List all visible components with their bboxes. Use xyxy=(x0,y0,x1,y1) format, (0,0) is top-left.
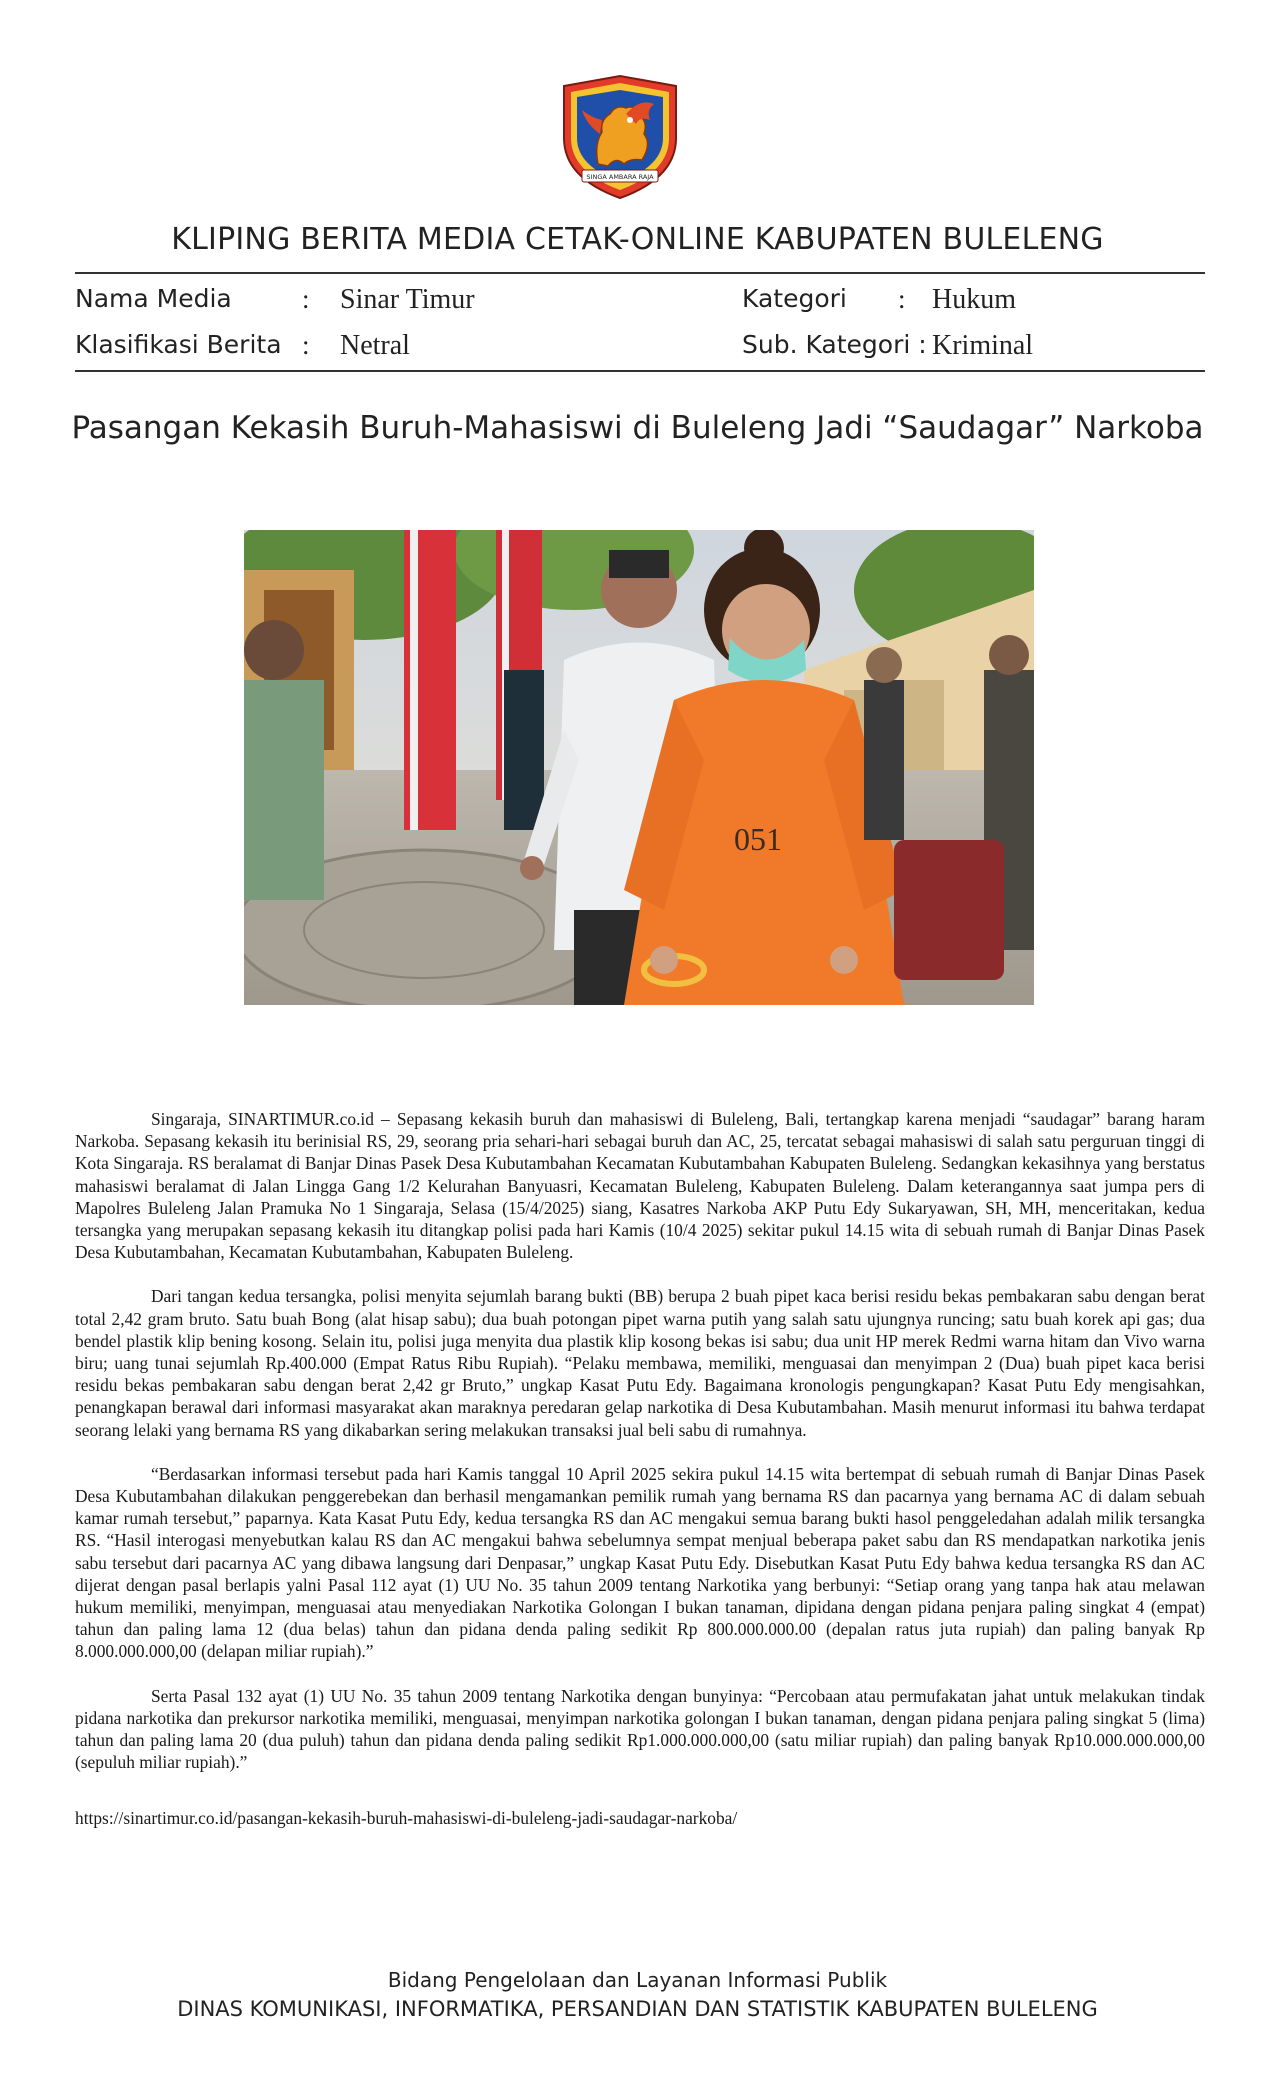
article-paragraph: Singaraja, SINARTIMUR.co.id – Sepasang kekasih buruh dan mahasiswi di Buleleng, Bali, tertangkap karena menjadi “saudagar” barang haram Narkoba. Sepasang kekasih itu berinisial RS, 29, seorang pria sehari-hari sebagai buruh dan AC, 25, tercatat sebagai mahasiswi di salah satu perguruan tinggi di Kota Singaraja. RS beralamat di Banjar Dinas Pasek Desa Kubutambahan Kecamatan Kubutambahan Kabupaten Buleleng. Sedangkan kekasihnya yang berstatus mahasiswi beralamat di Jalan Lingga Gang 1/2 Kelurahan Banyuasri, Kecamatan Buleleng, Kabupaten Buleleng. Dalam keterangannya saat jumpa pers di Mapolres Buleleng Jalan Pramuka No 1 Singaraja, Selasa (15/4/2025) siang, Kasatres Narkoba AKP Putu Edy Sukaryawan, SH, MH, menceritakan, kedua tersangka yang merupakan sepasang kekasih itu ditangkap polisi pada hari Kamis (10/4 2025) sekitar pukul 14.15 wita di sebuah rumah di Banjar Dinas Pasek Desa Kubutambahan, Kecamatan Kubutambahan, Kabupaten Buleleng. xyxy=(75,1109,1205,1263)
category-value: Hukum xyxy=(932,284,1016,315)
article-paragraph: “Berdasarkan informasi tersebut pada hari Kamis tanggal 10 April 2025 sekira pukul 14.15 wita bertempat di sebuah rumah di Banjar Dinas Pasek Desa Kubutambahan dilakukan penggerebekan dan berhasil mengamankan pemilik rumah yang bernama RS dan pacarnya yang bernama AC di dalam sebuah kamar rumah tersebut,” paparnya. Kata Kasat Putu Edy, kedua tersangka RS dan AC mengakui semua barang bukti hasol penggeledahan adalah milik tersangka RS. “Hasil interogasi menyebutkan kalau RS dan AC mengakui bahwa sebelumnya sempat menjual beberapa paket sabu dan RS mendapatkan narkotika jenis sabu tersebut dari pacarnya AC yang dibawa langsung dari Denpasar,” ungkap Kasat Putu Edy. Disebutkan Kasat Putu Edy bahwa kedua tersangka RS dan AC dijerat dengan pasal berlapis yalni Pasal 112 ayat (1) UU No. 35 tahun 2009 tentang Narkotika yang berbunyi: “Setiap orang yang tanpa hak atau melawan hukum memiliki, menyimpan, menguasai atau menyediakan Narkotika Golongan I bukan tanaman, dipidana dengan pidana penjara paling singkat 4 (empat) tahun dan paling lama 12 (dua belas) tahun dan pidana denda paling sedikit Rp 800.000.000.00 (depalan ratus juta rupiah) dan paling banyak Rp 8.000.000.000,00 (delapan miliar rupiah).” xyxy=(75,1463,1205,1662)
footer-department: Bidang Pengelolaan dan Layanan Informasi Publik xyxy=(387,1968,888,1992)
article-headline: Pasangan Kekasih Buruh-Mahasiswi di Buleleng Jadi “Saudagar” Narkoba xyxy=(71,410,1204,446)
article-paragraph: Serta Pasal 132 ayat (1) UU No. 35 tahun 2009 tentang Narkotika dengan bunyinya: “Percobaan atau permufakatan jahat untuk melakukan tindak pidana narkotika dan prekursor narkotika memiliki, menguasai, menyimpan narkotika golongan I bukan tanaman, dengan pidana penjara paling singkat 5 (lima) tahun dan paling lama 20 (dua puluh) tahun dan pidana denda paling sedikit Rp1.000.000.000,00 (satu miliar rupiah) dan paling banyak Rp10.000.000.000,00 (sepuluh miliar rupiah).” xyxy=(75,1685,1205,1773)
subcategory-value: Kriminal xyxy=(932,330,1034,361)
subcategory-label: Sub. Kategori : xyxy=(742,330,927,359)
category-label: Kategori xyxy=(742,284,847,313)
buleleng-emblem xyxy=(560,74,680,200)
classification-value: Netral xyxy=(340,330,410,361)
media-label: Nama Media xyxy=(75,284,232,313)
top-divider xyxy=(75,272,1205,274)
page-title: KLIPING BERITA MEDIA CETAK-ONLINE KABUPATEN BULELENG xyxy=(171,222,1104,257)
emblem-icon xyxy=(560,74,680,200)
classification-colon: : xyxy=(302,330,310,360)
category-colon: : xyxy=(898,284,906,314)
media-value: Sinar Timur xyxy=(340,284,475,315)
news-photo xyxy=(244,530,1034,1005)
source-link[interactable]: https://sinartimur.co.id/pasangan-kekasih-buruh-mahasiswi-di-buleleng-jadi-saudagar-narkoba/ xyxy=(75,1808,738,1828)
classification-label: Klasifikasi Berita xyxy=(75,330,282,359)
article-body xyxy=(75,1108,1205,1795)
news-photo-image xyxy=(244,530,1034,1005)
media-colon: : xyxy=(302,284,310,314)
prisoner-number: 051 xyxy=(734,821,782,857)
bottom-divider xyxy=(75,370,1205,372)
article-paragraph: Dari tangan kedua tersangka, polisi menyita sejumlah barang bukti (BB) berupa 2 buah pipet kaca berisi residu bekas pembakaran sabu dengan berat total 2,42 gram bruto. Satu buah Bong (alat hisap sabu); dua buah potongan pipet warna putih yang salah satu ujungnya runcing; satu buah korek api gas; dua bendel plastik klip bening kosong. Selain itu, polisi juga menyita dua plastik klip kosong bekas isi sabu; dua unit HP merek Redmi warna hitam dan Vivo warna biru; uang tunai sejumlah Rp.400.000 (Empat Ratus Ribu Rupiah). “Pelaku membawa, memiliki, menguasai dan menyimpan 2 (Dua) buah pipet kaca berisi residu bekas pembakaran sabu dengan berat 2,42 gr Bruto,” ungkap Kasat Putu Edy. Bagaimana kronologis pengungkapan? Kasat Putu Edy mengisahkan, penangkapan berawal dari informasi masyarakat akan maraknya peredaran gelap narkotika di Desa Kubutambahan. Masih menurut informasi itu bahwa terdapat seorang lelaki yang bernama RS yang dikabarkan sering melakukan transaksi jual beli sabu di rumahnya. xyxy=(75,1286,1205,1440)
footer-agency: DINAS KOMUNIKASI, INFORMATIKA, PERSANDIAN DAN STATISTIK KABUPATEN BULELENG xyxy=(177,1997,1098,2021)
emblem-motto: SINGA AMBARA RAJA xyxy=(586,173,654,181)
